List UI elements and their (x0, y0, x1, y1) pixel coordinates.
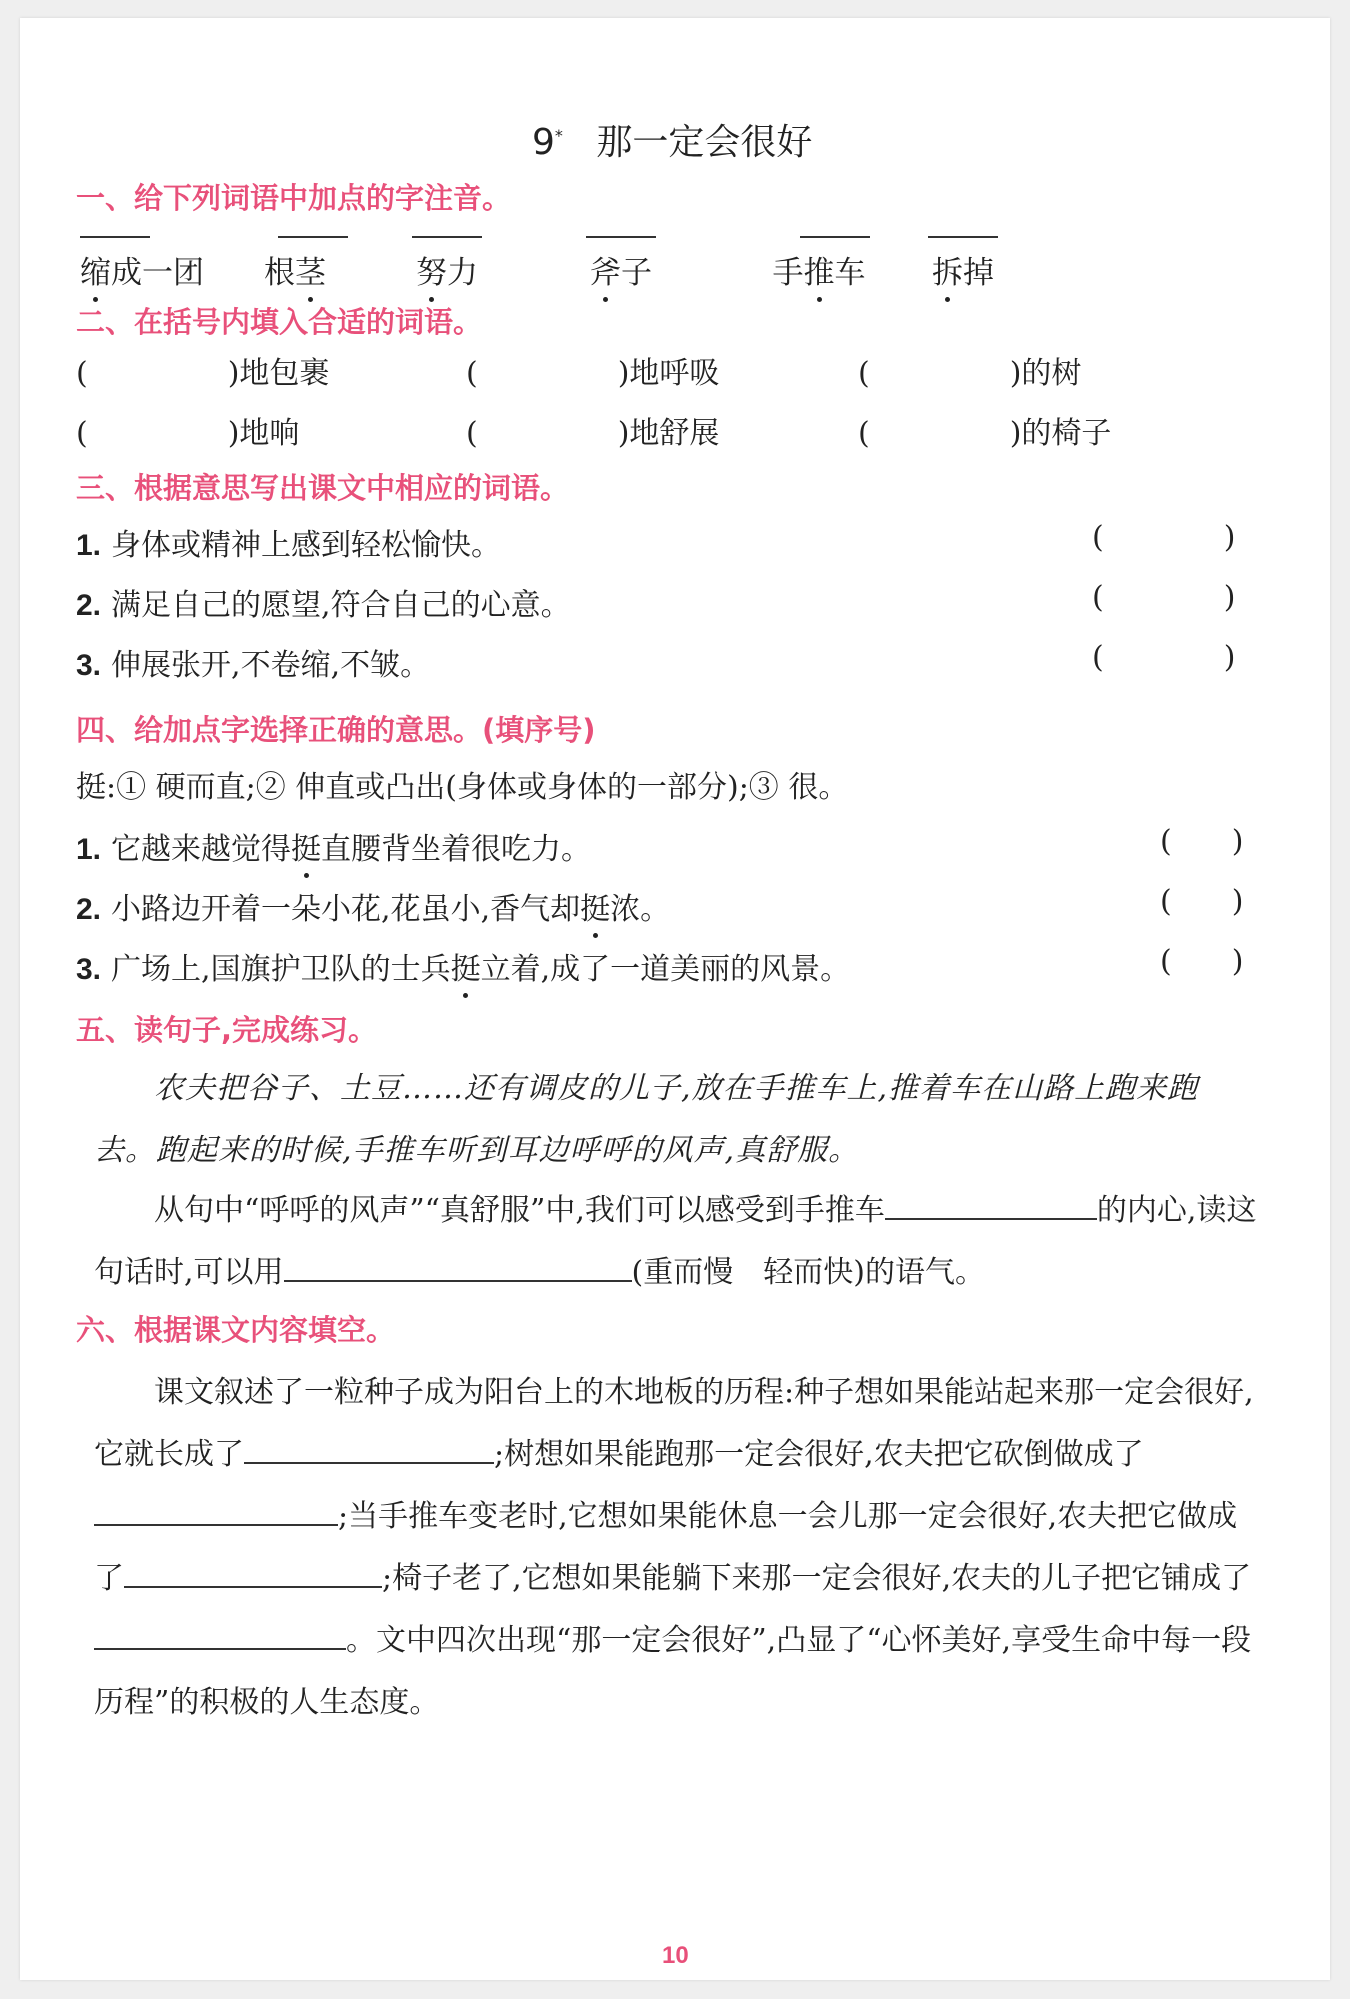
answer-paren[interactable]: ( ) (1160, 884, 1244, 919)
page-number: 10 (662, 1942, 689, 1969)
pinyin-blank[interactable] (586, 236, 656, 239)
fill-paren-item[interactable]: ( )地响 (76, 416, 300, 451)
word-rest: 力 (447, 255, 478, 291)
meaning-item: 3. 伸展张开,不卷缩,不皱。 (76, 648, 431, 683)
answer-line[interactable] (244, 1434, 494, 1464)
answer-paren[interactable]: ( ) (1092, 580, 1236, 615)
word-item (586, 236, 656, 292)
word-item (768, 236, 870, 292)
fill-paren-item[interactable]: ( )地呼吸 (466, 356, 720, 391)
section6-heading: 六、根据课文内容填空。 (76, 1313, 396, 1347)
section2-heading: 二、在括号内填入合适的词语。 (76, 305, 483, 339)
sentence-item: 3. 广场上,国旗护卫队的士兵挺立着,成了一道美丽的风景。 (76, 944, 850, 988)
section1-heading: 一、给下列词语中加点的字注音。 (76, 181, 512, 215)
definition-line: 挺:① 硬而直;② 伸直或凸出(身体或身体的一部分);③ 很。 (76, 770, 849, 805)
fill-paragraph: 课文叙述了一粒种子成为阳台上的木地板的历程:种子想如果能站起来那一定会很好,它就长成了 ;树想如果能跑那一定会很好,农夫把它砍倒做成了;当手推车变老时,它想如果能休息一会儿那一定会很好,农夫把它做成了 ;椅子老了,它想如果能躺下来那一定会很好,农夫的儿子把它铺成了。文中四次出现“那一定会很好”,凸显了“心怀美好,享受生命中每一段历程”的积极的人生态度。 (94, 1375, 1254, 1720)
lesson-number: 9 (532, 122, 555, 163)
answer-paren[interactable]: ( ) (1092, 520, 1236, 555)
word-rest: 子 (621, 255, 652, 291)
answer-line[interactable] (885, 1190, 1097, 1220)
dotted-char: 茎 (295, 247, 326, 292)
word-item (928, 236, 998, 292)
dotted-char: 拆 (932, 247, 963, 292)
section5-heading: 五、读句子,完成练习。 (76, 1013, 378, 1047)
fill-paren-item[interactable]: ( )的椅子 (858, 416, 1112, 451)
dotted-char: 努 (416, 247, 447, 292)
meaning-item: 1. 身体或精神上感到轻松愉快。 (76, 528, 502, 563)
dotted-char: 挺 (580, 884, 610, 928)
question-paragraph: 从句中“呼呼的风声”“真舒服”中,我们可以感受到手推车 的内心,读这句话时,可以用 (重而慢 轻而快)的语气。 (94, 1180, 1258, 1304)
section3-heading: 三、根据意思写出课文中相应的词语。 (76, 471, 570, 505)
word-item (412, 236, 482, 292)
pinyin-blank[interactable] (278, 236, 348, 239)
dotted-char: 挺 (291, 824, 321, 868)
word-rest: 手 (772, 255, 804, 291)
lesson-title (532, 114, 812, 165)
sentence-item: 2. 小路边开着一朵小花,花虽小,香气却挺浓。 (76, 884, 670, 928)
pinyin-blank[interactable] (412, 236, 482, 239)
fill-paren-item[interactable]: ( )地舒展 (466, 416, 720, 451)
section4-heading: 四、给加点字选择正确的意思。(填序号) (76, 713, 596, 747)
fill-paren-item[interactable]: ( )地包裹 (76, 356, 330, 391)
word-item (80, 236, 204, 292)
lesson-star: * (554, 126, 563, 145)
answer-paren[interactable]: ( ) (1092, 640, 1236, 675)
answer-line[interactable] (284, 1252, 632, 1282)
word-rest: 车 (834, 255, 866, 291)
answer-paren[interactable]: ( ) (1160, 824, 1244, 859)
pinyin-blank[interactable] (80, 236, 150, 239)
quote-passage: 农夫把谷子、土豆……还有调皮的儿子,放在手推车上,推着车在山路上跑来跑去。跑起来的时候,手推车听到耳边呼呼的风声,真舒服。 (94, 1071, 1199, 1168)
word-rest: 掉 (963, 255, 994, 291)
dotted-char: 斧 (590, 247, 621, 292)
answer-line[interactable] (94, 1496, 338, 1526)
pinyin-blank[interactable] (928, 236, 998, 239)
pinyin-blank[interactable] (800, 236, 870, 239)
meaning-item: 2. 满足自己的愿望,符合自己的心意。 (76, 588, 571, 623)
answer-paren[interactable]: ( ) (1160, 944, 1244, 979)
answer-line[interactable] (94, 1620, 346, 1650)
sentence-item: 1. 它越来越觉得挺直腰背坐着很吃力。 (76, 824, 591, 868)
fill-paren-item[interactable]: ( )的树 (858, 356, 1082, 391)
word-rest: 成一团 (111, 255, 204, 291)
lesson-name: 那一定会很好 (596, 122, 813, 163)
worksheet-page (20, 18, 1330, 1980)
word-item (242, 236, 348, 292)
dotted-char: 缩 (80, 247, 111, 292)
dotted-char: 挺 (451, 944, 481, 988)
answer-line[interactable] (124, 1558, 382, 1588)
dotted-char: 推 (804, 247, 835, 292)
word-rest: 根 (264, 255, 295, 291)
